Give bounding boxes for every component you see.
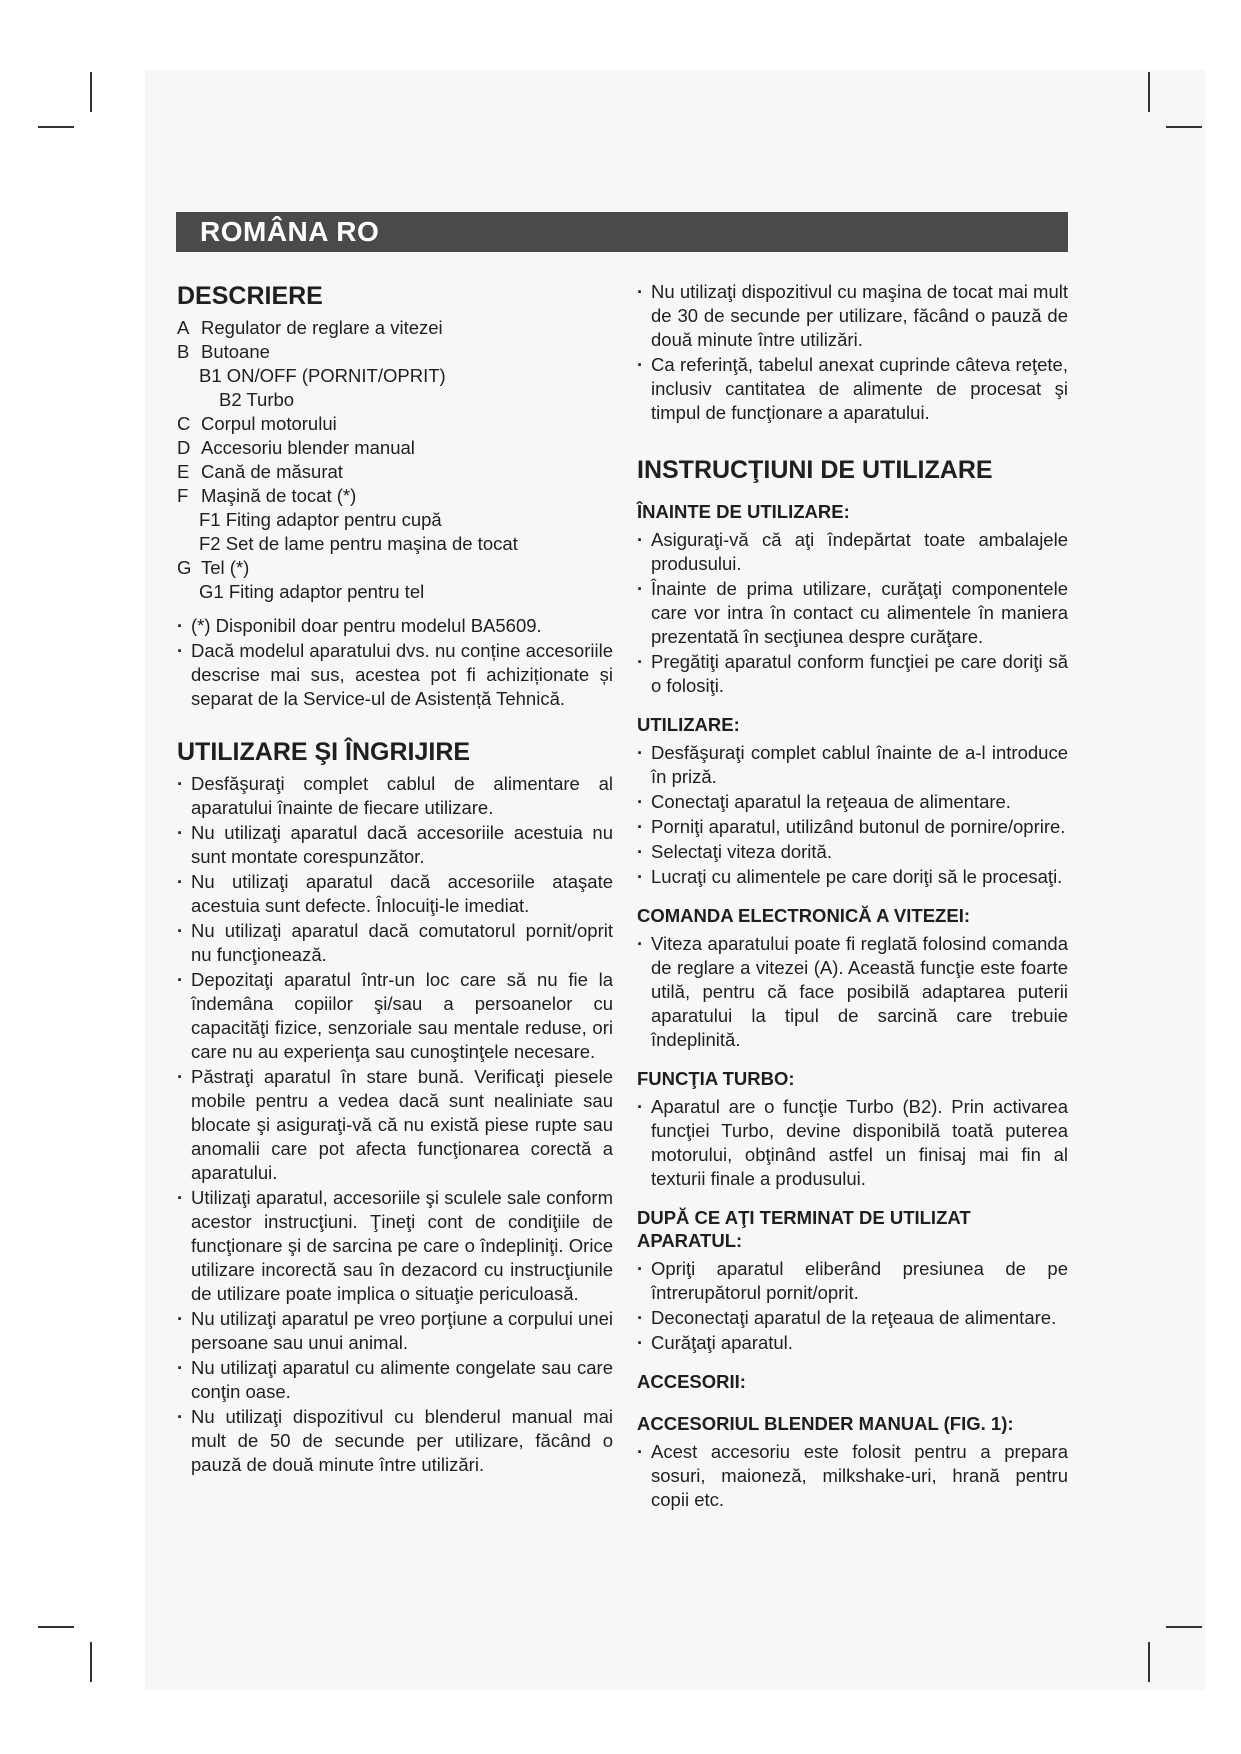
bullet-item: · Opriţi aparatul eliberând presiunea de pe întrerupătorul pornit/oprit. — [637, 1257, 1068, 1305]
bullet-item: · Asiguraţi-vă că aţi îndepărtat toate ambalajele produsului. — [637, 528, 1068, 576]
description-text: G1 Fiting adaptor pentru tel — [199, 581, 425, 602]
bullet-item: · Depozitaţi aparatul într-un loc care să nu fie la îndemâna copiilor şi/sau a persoanelor cu capacităţi fizice, senzoriale sau mentale reduse, ori care nu au experienţa sau cunoştinţele necesare. — [177, 968, 613, 1064]
after-use-list — [637, 1257, 1068, 1355]
description-notes — [177, 614, 613, 711]
bullet-item: · Acest accesoriu este folosit pentru a prepara sosuri, maioneză, milkshake-uri, hrană pentru copii etc. — [637, 1440, 1068, 1512]
bullet-item: · Ca referinţă, tabelul anexat cuprinde câteva reţete, inclusiv cantitatea de alimente de procesat şi timpul de funcţionare a aparatului. — [637, 353, 1068, 425]
bullet-item: · Conectaţi aparatul la reţeaua de alimentare. — [637, 790, 1068, 814]
bullet-item: · Nu utilizaţi aparatul cu alimente congelate sau care conţin oase. — [177, 1356, 613, 1404]
bullet-item: · (*) Disponibil doar pentru modelul BA5609. — [177, 614, 613, 638]
description-item — [177, 316, 613, 340]
description-letter: A — [177, 317, 190, 338]
subsection-title-comanda: COMANDA ELECTRONICĂ A VITEZEI: — [637, 905, 970, 926]
bullet-item: · Nu utilizaţi aparatul dacă accesoriile ataşate acestuia sunt defecte. Înlocuiţi-le imediat. — [177, 870, 613, 918]
language-banner: ROMÂNA RO — [176, 212, 1068, 252]
bullet-item: · Dacă modelul aparatului dvs. nu conține accesoriile descrise mai sus, acestea pot fi achiziționate și separat de la Service-ul de Asistență Tehnică. — [177, 639, 613, 711]
before-use-list — [637, 528, 1068, 698]
crop-mark — [90, 1642, 92, 1682]
description-list — [177, 316, 613, 604]
crop-mark — [1166, 1626, 1202, 1628]
description-item — [177, 580, 613, 604]
chopper-notes-list — [637, 280, 1068, 425]
description-item — [177, 460, 613, 484]
bullet-item: · Selectaţi viteza dorită. — [637, 840, 1068, 864]
left-column — [177, 280, 613, 1478]
bullet-item: · Păstraţi aparatul în stare bună. Verificaţi piesele mobile pentru a vedea dacă sunt nealiniate sau blocate şi asiguraţi-vă că nu există piese rupte sau anomalii care pot afecta funcţionarea corectă a aparatului. — [177, 1065, 613, 1185]
use-list — [637, 741, 1068, 889]
speed-control-list — [637, 932, 1068, 1052]
description-text: Cană de măsurat — [201, 461, 343, 482]
care-list — [177, 772, 613, 1477]
section-title-instructiuni: INSTRUCŢIUNI DE UTILIZARE — [637, 456, 993, 484]
description-item — [177, 508, 613, 532]
hand-blender-list — [637, 1440, 1068, 1512]
bullet-item: · Lucraţi cu alimentele pe care doriţi să le procesaţi. — [637, 865, 1068, 889]
bullet-item: · Nu utilizaţi aparatul pe vreo porţiune a corpului unei persoane sau unui animal. — [177, 1307, 613, 1355]
description-text: Maşină de tocat (*) — [201, 485, 357, 506]
crop-mark — [1148, 72, 1150, 112]
crop-mark — [1166, 126, 1202, 128]
bullet-item: · Înainte de prima utilizare, curăţaţi componentele care vor intra în contact cu alimentele în maniera prezentată în secţiunea despre curăţare. — [637, 577, 1068, 649]
crop-mark — [90, 72, 92, 112]
bullet-item: · Pregătiţi aparatul conform funcţiei pe care doriţi să o folosiţi. — [637, 650, 1068, 698]
bullet-item: · Desfăşuraţi complet cablul de alimentare al aparatului înainte de fiecare utilizare. — [177, 772, 613, 820]
description-item — [177, 340, 613, 364]
description-item — [177, 556, 613, 580]
description-item — [177, 412, 613, 436]
bullet-item: · Aparatul are o funcţie Turbo (B2). Prin activarea funcţiei Turbo, devine disponibilă toată puterea motorului, obţinând astfel un finisaj mai fin al texturii finale a produsului. — [637, 1095, 1068, 1191]
description-item — [177, 484, 613, 508]
description-item — [177, 364, 613, 388]
bullet-item: · Nu utilizaţi aparatul dacă accesoriile acestuia nu sunt montate corespunzător. — [177, 821, 613, 869]
crop-mark — [38, 1626, 74, 1628]
subsection-title-utilizare: UTILIZARE: — [637, 714, 740, 735]
description-text: B2 Turbo — [219, 389, 295, 410]
description-item — [177, 532, 613, 556]
turbo-list — [637, 1095, 1068, 1191]
section-title-descriere: DESCRIERE — [177, 282, 323, 310]
section-title-utilizare-ingrijire: UTILIZARE ŞI ÎNGRIJIRE — [177, 738, 471, 766]
bullet-item: · Nu utilizaţi dispozitivul cu blenderul manual mai mult de 50 de secunde per utilizare, făcând o pauză de două minute între utilizări. — [177, 1405, 613, 1477]
description-letter: E — [177, 461, 190, 482]
description-letter: C — [177, 413, 191, 434]
description-text: Corpul motorului — [201, 413, 337, 434]
subsection-title-turbo: FUNCŢIA TURBO: — [637, 1068, 795, 1089]
subsection-title-accesorii: ACCESORII: — [637, 1371, 746, 1392]
description-text: Regulator de reglare a vitezei — [201, 317, 443, 338]
description-letter: D — [177, 437, 191, 458]
description-item — [177, 388, 613, 412]
description-letter: G — [177, 557, 192, 578]
bullet-item: · Viteza aparatului poate fi reglată folosind comanda de reglare a vitezei (A). Această funcţie este foarte utilă, pentru că face posibilă adaptarea puterii aparatului la tipul de sarcină care trebuie îndeplinită. — [637, 932, 1068, 1052]
subsection-title-blender: ACCESORIUL BLENDER MANUAL (FIG. 1): — [637, 1413, 1014, 1434]
description-text: Butoane — [201, 341, 270, 362]
bullet-item: · Utilizaţi aparatul, accesoriile şi sculele sale conform acestor instrucţiuni. Ţineţi cont de condiţiile de funcţionare şi de sarcina pe care o îndepliniţi. Orice utilizare incorectă sau în dezacord cu instrucţiunile de utilizare poate implica o situaţie periculoasă. — [177, 1186, 613, 1306]
description-letter: F — [177, 485, 189, 506]
crop-mark — [1148, 1642, 1150, 1682]
bullet-item: · Porniţi aparatul, utilizând butonul de pornire/oprire. — [637, 815, 1068, 839]
subsection-title-dupa: DUPĂ CE AŢI TERMINAT DE UTILIZAT APARATUL: — [637, 1207, 971, 1251]
description-item — [177, 436, 613, 460]
crop-mark — [38, 126, 74, 128]
description-letter: B — [177, 341, 190, 362]
bullet-item: · Desfăşuraţi complet cablul înainte de a-l introduce în priză. — [637, 741, 1068, 789]
bullet-item: · Nu utilizaţi dispozitivul cu maşina de tocat mai mult de 30 de secunde per utilizare, făcând o pauză de două minute între utilizări. — [637, 280, 1068, 352]
right-column — [637, 280, 1068, 1513]
description-text: Tel (*) — [201, 557, 250, 578]
description-text: Accesoriu blender manual — [201, 437, 415, 458]
subsection-title-inainte: ÎNAINTE DE UTILIZARE: — [637, 501, 850, 522]
bullet-item: · Deconectaţi aparatul de la reţeaua de alimentare. — [637, 1306, 1068, 1330]
description-text: F2 Set de lame pentru maşina de tocat — [199, 533, 518, 554]
bullet-item: · Curăţaţi aparatul. — [637, 1331, 1068, 1355]
description-text: B1 ON/OFF (PORNIT/OPRIT) — [199, 365, 446, 386]
bullet-item: · Nu utilizaţi aparatul dacă comutatorul pornit/oprit nu funcţionează. — [177, 919, 613, 967]
description-text: F1 Fiting adaptor pentru cupă — [199, 509, 442, 530]
